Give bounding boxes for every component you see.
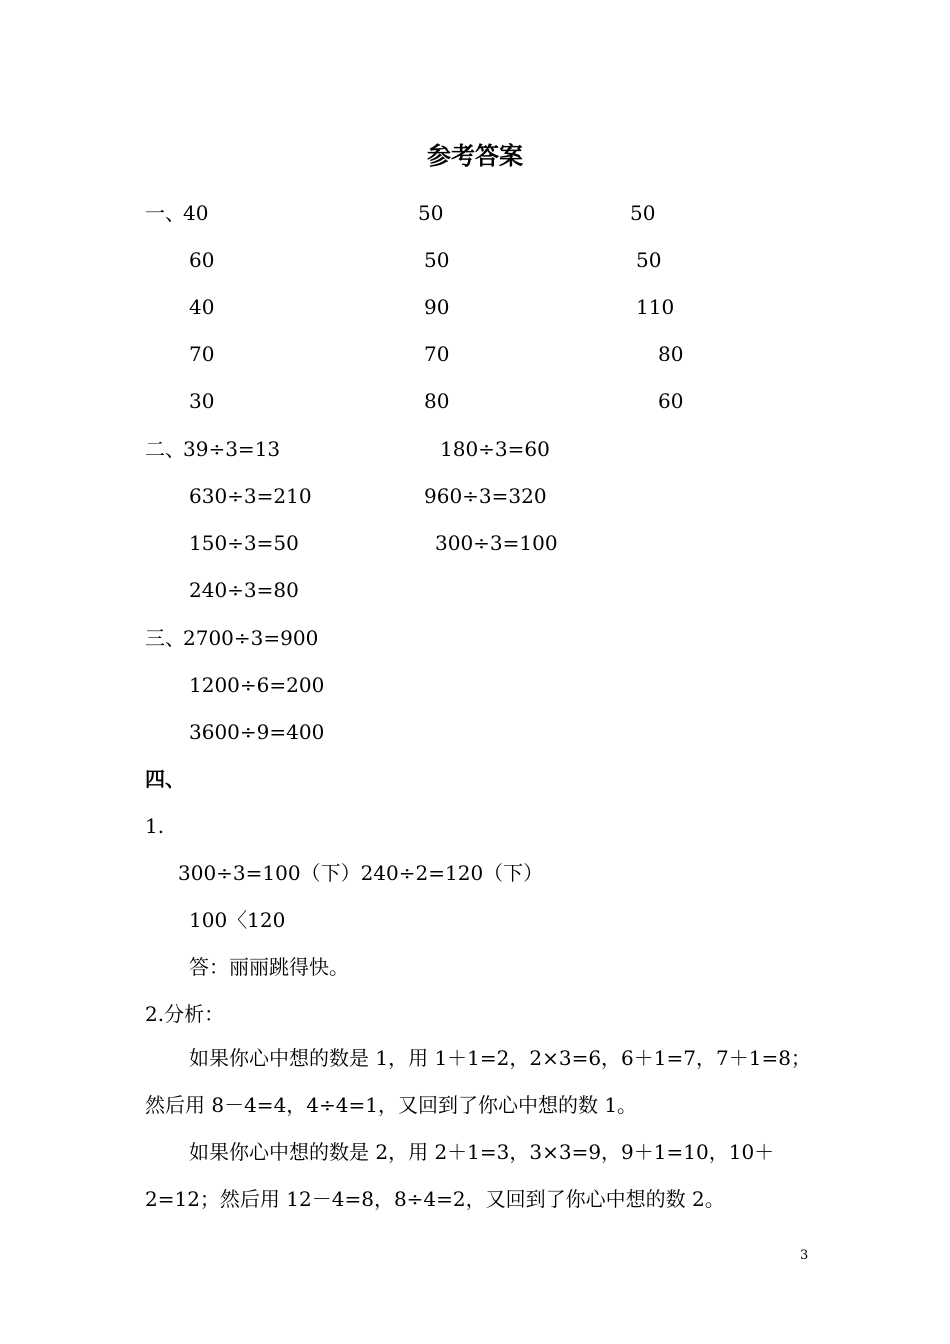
equation: 2700÷3=900: [183, 626, 319, 650]
analysis-paragraph-1: 如果你心中想的数是 1，用 1＋1=2，2×3=6，6＋1=7，7＋1=8；然后用 8－4=4，4÷4=1，又回到了你心中想的数 1。: [145, 1046, 811, 1117]
answer-value: 60: [658, 389, 684, 413]
answer-value: 40: [189, 295, 215, 319]
answer-value: 40: [183, 201, 209, 225]
section-1-label: 一、: [145, 201, 185, 225]
answer-value: 50: [424, 248, 450, 272]
equation: 300÷3=100（下）240÷2=120（下）: [178, 861, 544, 885]
section-2-label: 二、: [145, 437, 185, 461]
answer-text: 答：丽丽跳得快。: [189, 955, 349, 979]
analysis-label: 2.分析：: [145, 1002, 225, 1026]
answer-value: 50: [636, 248, 662, 272]
page-title: 参考答案: [427, 142, 523, 170]
comparison: 100〈120: [189, 908, 286, 932]
answer-value: 30: [189, 389, 215, 413]
equation: 150÷3=50: [189, 531, 299, 555]
answer-value: 80: [658, 342, 684, 366]
equation: 1200÷6=200: [189, 673, 325, 697]
question-number: 1.: [145, 814, 165, 838]
answer-value: 50: [418, 201, 444, 225]
equation: 630÷3=210: [189, 484, 312, 508]
answer-value: 70: [424, 342, 450, 366]
analysis-paragraph-2: 如果你心中想的数是 2，用 2＋1=3，3×3=9，9＋1=10，10＋2=12；然后用 12－4=8，8÷4=2，又回到了你心中想的数 2。: [145, 1140, 775, 1211]
answer-value: 80: [424, 389, 450, 413]
answer-value: 60: [189, 248, 215, 272]
equation: 180÷3=60: [440, 437, 550, 461]
answer-value: 110: [636, 295, 675, 319]
equation: 960÷3=320: [424, 484, 547, 508]
equation: 3600÷9=400: [189, 720, 325, 744]
section-3-label: 三、: [145, 626, 185, 650]
answer-value: 70: [189, 342, 215, 366]
equation: 39÷3=13: [183, 437, 281, 461]
page-number: 3: [800, 1248, 809, 1263]
equation: 240÷3=80: [189, 578, 299, 602]
answer-value: 50: [630, 201, 656, 225]
answer-value: 90: [424, 295, 450, 319]
equation: 300÷3=100: [435, 531, 558, 555]
section-4-label: 四、: [145, 767, 185, 791]
